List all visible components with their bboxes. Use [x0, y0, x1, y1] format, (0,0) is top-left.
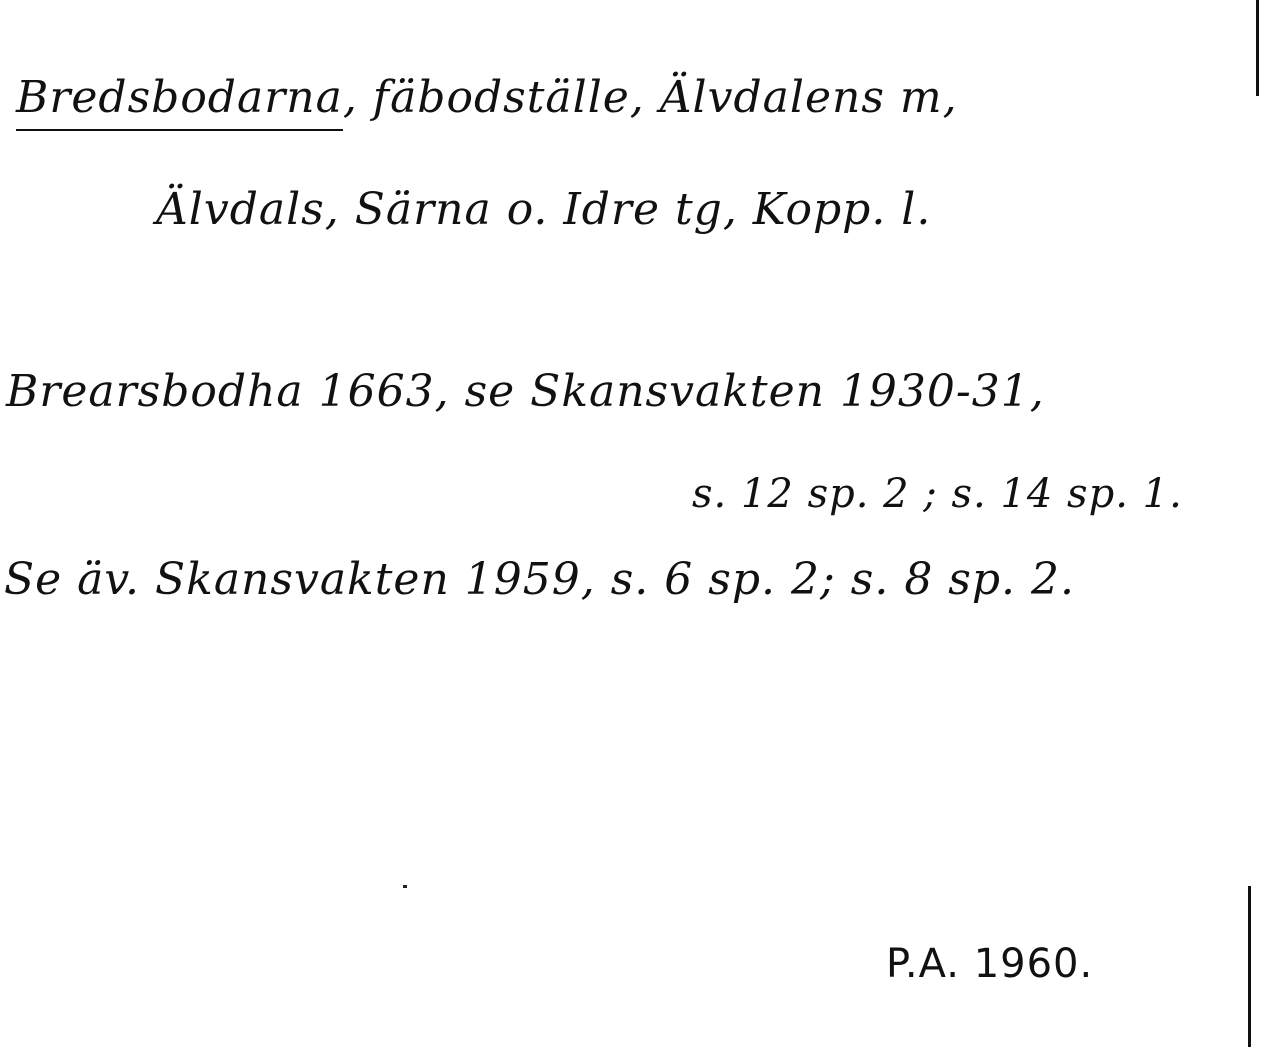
right-edge-mark-top	[1256, 0, 1259, 96]
entry-line-5: Se äv. Skansvakten 1959, s. 6 sp. 2; s. 8 sp. 2.	[4, 554, 1075, 605]
entry-description: , fäbodställe, Älvdalens m,	[342, 72, 958, 123]
entry-line-3: Brearsbodha 1663, se Skansvakten 1930-31,	[6, 366, 1045, 417]
signature: P.A. 1960.	[886, 941, 1094, 987]
scan-speck	[403, 885, 407, 888]
entry-line-4: s. 12 sp. 2 ; s. 14 sp. 1.	[692, 471, 1183, 517]
right-edge-mark-bottom	[1248, 886, 1251, 1047]
headword: Bredsbodarna	[16, 72, 343, 131]
entry-line-1	[16, 72, 958, 123]
entry-line-2: Älvdals, Särna o. Idre tg, Kopp. l.	[156, 184, 932, 235]
